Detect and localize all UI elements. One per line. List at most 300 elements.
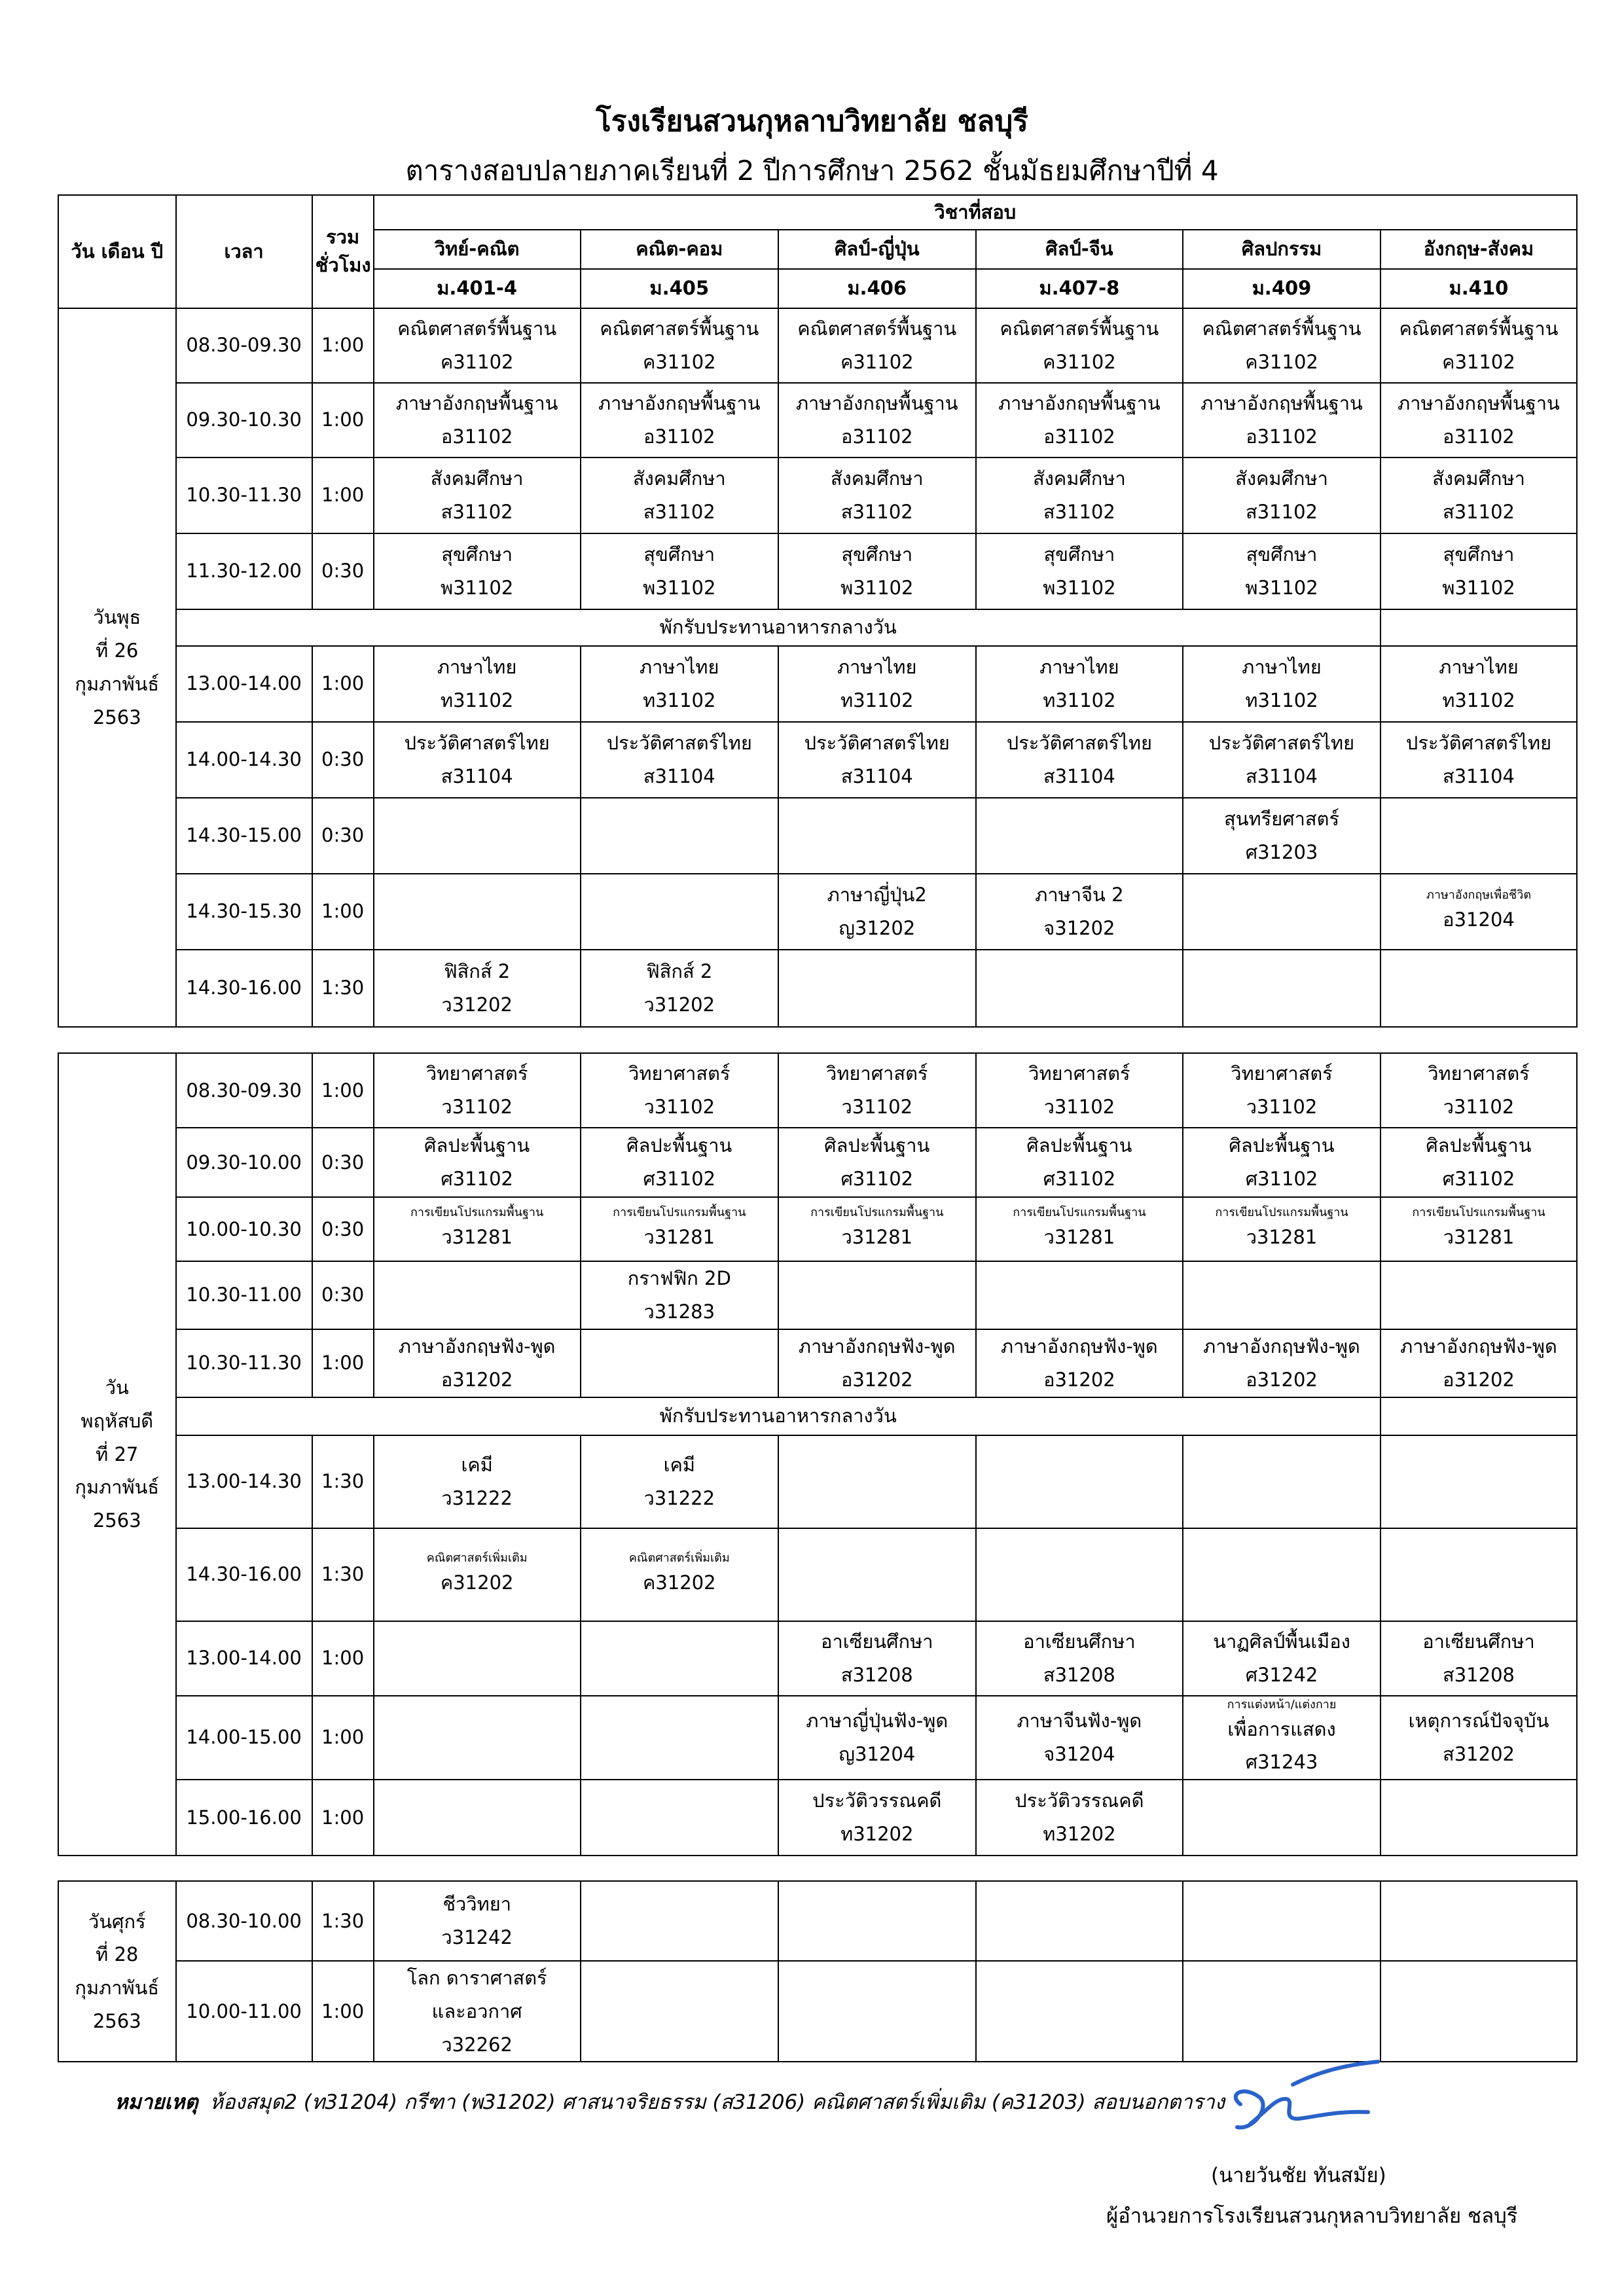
- program-rooms: ม.405: [581, 269, 778, 308]
- subject-name: อาเซียนศึกษา: [1023, 1630, 1136, 1653]
- subject-code: ส31208: [1443, 1663, 1515, 1686]
- subject-code: ว31202: [441, 993, 513, 1016]
- subject-code: ท31202: [840, 1823, 914, 1846]
- table-row: [58, 383, 1577, 457]
- subject-name: เหตุการณ์ปัจจุบัน: [1408, 1710, 1549, 1732]
- subject-name: ศิลปะพื้นฐาน: [424, 1134, 530, 1157]
- subject-name: การเขียนโปรแกรมพื้นฐาน: [613, 1206, 746, 1220]
- subject-name: สุขศึกษา: [1043, 543, 1115, 565]
- signer-position: ผู้อำนวยการโรงเรียนสวนกุหลาบวิทยาลัย ชลบุรี: [1106, 2204, 1518, 2228]
- subject-cell: [581, 1528, 778, 1621]
- table-row: [58, 1329, 1577, 1397]
- subject-code: พ31102: [1043, 576, 1116, 599]
- subject-name: ประวัติศาสตร์ไทย: [606, 732, 752, 754]
- subject-cell: [1183, 798, 1380, 874]
- table-row: [58, 722, 1577, 798]
- subject-name: ภาษาอังกฤษพื้นฐาน: [1398, 392, 1560, 414]
- subject-cell: [1380, 383, 1577, 457]
- subject-cell: [1380, 1961, 1577, 2062]
- subject-cell: [778, 722, 976, 798]
- subject-code: ว31202: [643, 993, 715, 1016]
- subject-cell: [374, 457, 581, 533]
- subject-name: สังคมศึกษา: [1235, 467, 1328, 490]
- subject-cell: [581, 874, 778, 950]
- subject-cell: [581, 1128, 778, 1197]
- subject-cell: [1380, 308, 1577, 383]
- subject-cell: [1183, 1128, 1380, 1197]
- subject-cell: [1380, 1881, 1577, 1961]
- subject-cell: [581, 1780, 778, 1856]
- subject-code: ว31102: [441, 1096, 513, 1118]
- subject-cell: [374, 1329, 581, 1397]
- subject-cell: [1380, 646, 1577, 722]
- exam-time: 14.30-16.00: [176, 1528, 312, 1621]
- subject-code: อ31102: [1043, 425, 1115, 448]
- subject-name: วิทยาศาสตร์: [1428, 1062, 1530, 1085]
- subject-code: ศ31102: [1043, 1168, 1116, 1190]
- subject-name: ประวัติวรรณคดี: [812, 1789, 942, 1812]
- table-row: [58, 646, 1577, 722]
- exam-time: 14.00-14.30: [176, 722, 312, 798]
- subject-cell: [374, 1780, 581, 1856]
- subject-cell: [976, 1261, 1183, 1329]
- subject-cell: [1183, 1621, 1380, 1696]
- program-rooms: ม.409: [1183, 269, 1380, 308]
- subject-code: พ31102: [1245, 576, 1318, 599]
- subject-cell: [976, 950, 1183, 1027]
- table-row: [58, 1621, 1577, 1696]
- subject-cell: [374, 1961, 581, 2062]
- subject-name: ประวัติศาสตร์ไทย: [1405, 732, 1552, 754]
- subject-code: อ31102: [441, 425, 513, 448]
- lunch-break: พักรับประทานอาหารกลางวัน: [176, 1397, 1380, 1435]
- lunch-break-row: [58, 1397, 1577, 1435]
- program-rooms: ม.401-4: [374, 269, 581, 308]
- footnote: [115, 2085, 1225, 2118]
- subject-cell: [778, 308, 976, 383]
- program-rooms: ม.406: [778, 269, 976, 308]
- subject-name: กราฟฟิก 2D: [627, 1267, 731, 1289]
- subject-code: อ31202: [1246, 1368, 1318, 1391]
- subject-name: วิทยาศาสตร์: [826, 1062, 928, 1085]
- exam-time: 15.00-16.00: [176, 1780, 312, 1856]
- subject-code: ว31102: [1443, 1096, 1515, 1118]
- program-name: คณิต-คอม: [581, 230, 778, 269]
- subject-code: ว31102: [841, 1096, 913, 1118]
- subject-cell: [1183, 1435, 1380, 1528]
- table-row: [58, 1261, 1577, 1329]
- subject-name: ประวัติวรรณคดี: [1015, 1789, 1144, 1812]
- exam-duration: 1:00: [312, 1053, 374, 1128]
- subject-code: ค31202: [440, 1571, 514, 1594]
- schedule-table-day-1: [58, 194, 1578, 1028]
- exam-time: 13.00-14.30: [176, 1435, 312, 1528]
- lunch-break-row: [58, 609, 1577, 646]
- table-row: [58, 1197, 1577, 1261]
- subject-code: ศ31242: [1245, 1663, 1318, 1686]
- subject-name: สุขศึกษา: [1443, 543, 1515, 565]
- header-row: [58, 195, 1577, 230]
- subject-cell: [976, 1528, 1183, 1621]
- subject-code: พ31102: [440, 576, 514, 599]
- program-name: อังกฤษ-สังคม: [1380, 230, 1577, 269]
- subject-cell: [581, 1197, 778, 1261]
- subject-code: ค31102: [642, 350, 716, 373]
- subject-code: ค31102: [1245, 350, 1318, 373]
- subject-code: ว31283: [643, 1300, 715, 1323]
- subject-code: ว31281: [841, 1226, 913, 1249]
- exam-duration: 1:30: [312, 1528, 374, 1621]
- subject-cell: [976, 383, 1183, 457]
- subject-code: อ31204: [1443, 908, 1515, 931]
- col-header-subjects: วิชาที่สอบ: [374, 195, 1577, 230]
- subject-code: ว31102: [1043, 1096, 1115, 1118]
- subject-name: สังคมศึกษา: [632, 467, 726, 490]
- subject-name: คณิตศาสตร์เพิ่มเติม: [628, 1551, 730, 1565]
- subject-cell: [778, 1696, 976, 1780]
- exam-time: 09.30-10.30: [176, 383, 312, 457]
- subject-name: ภาษาไทย: [1439, 656, 1519, 678]
- subject-code: อ31202: [1043, 1368, 1115, 1391]
- subject-code: ว31242: [441, 1926, 513, 1948]
- subject-cell: [1183, 1961, 1380, 2062]
- exam-duration: 1:00: [312, 1696, 374, 1780]
- subject-cell: [976, 722, 1183, 798]
- subject-cell: [581, 1621, 778, 1696]
- exam-time: 10.00-11.00: [176, 1961, 312, 2062]
- exam-duration: 1:30: [312, 1881, 374, 1961]
- subject-cell: [581, 533, 778, 609]
- subject-cell: [374, 1696, 581, 1780]
- table-row: [58, 457, 1577, 533]
- subject-name: เพื่อการแสดง: [1227, 1717, 1336, 1740]
- subject-name: ฟิสิกส์ 2: [646, 960, 713, 982]
- schedule-table-day-2: [58, 1052, 1578, 1856]
- subject-code: อ31102: [1443, 425, 1515, 448]
- subject-code: ศ31243: [1245, 1751, 1318, 1774]
- subject-name: ศิลปะพื้นฐาน: [1026, 1134, 1132, 1157]
- exam-duration: 1:00: [312, 457, 374, 533]
- subject-name: ภาษาอังกฤษฟัง-พูด: [398, 1335, 556, 1357]
- subject-name: วิทยาศาสตร์: [1028, 1062, 1130, 1085]
- subject-cell: [1380, 1621, 1577, 1696]
- subject-name: ภาษาอังกฤษฟัง-พูด: [798, 1335, 956, 1357]
- subject-cell: [581, 1435, 778, 1528]
- subject-code: อ31102: [1246, 425, 1318, 448]
- subject-name: คณิตศาสตร์พื้นฐาน: [397, 317, 557, 340]
- subject-code: ส31104: [1043, 764, 1115, 787]
- subject-code: ท31102: [440, 689, 514, 711]
- subject-name: ภาษาจีน 2: [1035, 884, 1124, 906]
- subject-cell: [1380, 1696, 1577, 1780]
- table-row: [58, 950, 1577, 1027]
- subject-cell: [1380, 1528, 1577, 1621]
- exam-date: วันศุกร์ ที่ 28 กุมภาพันธ์ 2563: [58, 1881, 176, 2062]
- subject-cell: [581, 1881, 778, 1961]
- subject-cell: [1183, 722, 1380, 798]
- subject-cell: [778, 1435, 976, 1528]
- subject-code: อ31102: [643, 425, 715, 448]
- subject-name: ภาษาอังกฤษฟัง-พูด: [1001, 1335, 1158, 1357]
- subject-code: ศ31102: [1442, 1168, 1515, 1190]
- school-title: โรงเรียนสวนกุหลาบวิทยาลัย ชลบุรี: [596, 105, 1028, 138]
- exam-duration: 1:00: [312, 1621, 374, 1696]
- subject-cell: [778, 383, 976, 457]
- subject-cell: [374, 798, 581, 874]
- subject-cell: [581, 722, 778, 798]
- subject-code: พ31102: [1442, 576, 1515, 599]
- subject-cell: [778, 1528, 976, 1621]
- subject-name: สังคมศึกษา: [430, 467, 524, 490]
- subject-cell: [1380, 874, 1577, 950]
- exam-date: วัน พฤหัสบดี ที่ 27 กุมภาพันธ์ 2563: [58, 1053, 176, 1856]
- subject-cell: [778, 1261, 976, 1329]
- subject-cell: [374, 1435, 581, 1528]
- subject-cell: [778, 1621, 976, 1696]
- exam-time: 08.30-09.30: [176, 1053, 312, 1128]
- subject-cell: [1380, 1053, 1577, 1128]
- subject-code: ส31104: [643, 764, 715, 787]
- subject-cell: [976, 457, 1183, 533]
- subject-cell: [976, 1329, 1183, 1397]
- subject-cell: [976, 1053, 1183, 1128]
- table-row: [58, 1881, 1577, 1961]
- subject-name: คณิตศาสตร์เพิ่มเติม: [426, 1551, 528, 1565]
- subject-code: ค31102: [840, 350, 914, 373]
- subject-name: สังคมศึกษา: [1432, 467, 1525, 490]
- exam-duration: 0:30: [312, 798, 374, 874]
- table-row: [58, 1696, 1577, 1780]
- subject-code: พ31102: [840, 576, 914, 599]
- subject-name: ภาษาอังกฤษพื้นฐาน: [395, 392, 558, 414]
- subject-code: ศ31102: [643, 1168, 716, 1190]
- subject-code: จ31202: [1043, 916, 1115, 939]
- subject-code: ศ31203: [1245, 840, 1318, 863]
- subject-cell: [581, 1961, 778, 2062]
- subject-cell: [976, 1961, 1183, 2062]
- subject-cell: [1380, 950, 1577, 1027]
- subject-name: ภาษาอังกฤษฟัง-พูด: [1400, 1335, 1557, 1357]
- exam-time: 09.30-10.00: [176, 1128, 312, 1197]
- subject-name: ประวัติศาสตร์ไทย: [1208, 732, 1355, 754]
- subject-cell: [976, 1696, 1183, 1780]
- subject-cell: [374, 1197, 581, 1261]
- subject-name: ศิลปะพื้นฐาน: [1426, 1134, 1532, 1157]
- subject-name: คณิตศาสตร์พื้นฐาน: [1399, 317, 1559, 340]
- table-row: [58, 1435, 1577, 1528]
- exam-duration: 1:00: [312, 646, 374, 722]
- subject-code: ค31102: [1043, 350, 1116, 373]
- program-name: วิทย์-คณิต: [374, 230, 581, 269]
- subject-cell: [581, 798, 778, 874]
- subject-cell: [976, 798, 1183, 874]
- subject-code: อ31102: [840, 425, 913, 448]
- exam-time: 10.30-11.30: [176, 457, 312, 533]
- subject-cell: [778, 798, 976, 874]
- subject-name: ภาษาจีนฟัง-พูด: [1017, 1710, 1142, 1732]
- subject-code: ญ31202: [839, 916, 916, 939]
- director-signature: [1214, 2058, 1384, 2144]
- subject-cell: [1183, 1053, 1380, 1128]
- subject-cell: [976, 1197, 1183, 1261]
- subject-code: ว31281: [441, 1226, 513, 1249]
- subject-code: ส31102: [1043, 500, 1115, 523]
- subject-cell: [778, 874, 976, 950]
- subject-code: ว31281: [643, 1226, 715, 1249]
- subject-code: ส31102: [1443, 500, 1515, 523]
- subject-cell: [1183, 1261, 1380, 1329]
- subject-cell: [581, 457, 778, 533]
- subject-cell: [778, 533, 976, 609]
- exam-time: 10.30-11.00: [176, 1261, 312, 1329]
- subject-name: ฟิสิกส์ 2: [444, 960, 511, 982]
- exam-duration: 0:30: [312, 533, 374, 609]
- subject-cell: [374, 1621, 581, 1696]
- subject-cell: [1183, 1696, 1380, 1780]
- exam-duration: 1:00: [312, 874, 374, 950]
- subject-name: ภาษาอังกฤษพื้นฐาน: [598, 392, 761, 414]
- subject-cell: [1380, 1435, 1577, 1528]
- subject-cell: [976, 1621, 1183, 1696]
- subject-cell: [1380, 533, 1577, 609]
- subject-cell: [778, 1881, 976, 1961]
- subject-code: ศ31102: [840, 1168, 914, 1190]
- subject-name: การเขียนโปรแกรมพื้นฐาน: [1013, 1206, 1146, 1220]
- col-header-hours: รวม ชั่วโมง: [312, 195, 374, 308]
- subject-code: จ31204: [1043, 1742, 1115, 1765]
- exam-date: วันพุธ ที่ 26 กุมภาพันธ์ 2563: [58, 308, 176, 1027]
- subject-name: ภาษาไทย: [1039, 656, 1119, 678]
- exam-time: 08.30-10.00: [176, 1881, 312, 1961]
- subject-cell: [778, 1961, 976, 2062]
- subject-name: การเขียนโปรแกรมพื้นฐาน: [1412, 1206, 1545, 1220]
- subject-cell: [1183, 533, 1380, 609]
- subject-name: ภาษาญี่ปุ่น2: [827, 884, 927, 906]
- subject-name: สังคมศึกษา: [830, 467, 924, 490]
- subject-name: ภาษาไทย: [1242, 656, 1322, 678]
- subject-cell: [1380, 722, 1577, 798]
- exam-time: 13.00-14.00: [176, 1621, 312, 1696]
- subject-name: วิทยาศาสตร์: [628, 1062, 731, 1085]
- exam-duration: 1:00: [312, 1961, 374, 2062]
- subject-cell: [374, 722, 581, 798]
- subject-name: คณิตศาสตร์พื้นฐาน: [600, 317, 759, 340]
- exam-time: 11.30-12.00: [176, 533, 312, 609]
- subject-code: ส31104: [1246, 764, 1318, 787]
- subject-name: อาเซียนศึกษา: [821, 1630, 933, 1653]
- subject-name: สุขศึกษา: [1246, 543, 1318, 565]
- subject-name: ประวัติศาสตร์ไทย: [404, 732, 550, 754]
- subject-cell: [1380, 1128, 1577, 1197]
- subject-code: ส31208: [840, 1663, 913, 1686]
- subject-cell: [581, 950, 778, 1027]
- subject-cell: [1183, 1197, 1380, 1261]
- subject-code: ท31102: [840, 689, 914, 711]
- subject-code: อ31202: [441, 1368, 513, 1391]
- subject-code: ค31102: [1442, 350, 1515, 373]
- subject-name: ภาษาอังกฤษพื้นฐาน: [795, 392, 958, 414]
- subject-cell: [1380, 1197, 1577, 1261]
- exam-time: 14.30-15.00: [176, 798, 312, 874]
- subject-code: อ31202: [840, 1368, 913, 1391]
- empty-cell: [1380, 1397, 1577, 1435]
- subject-name: สังคมศึกษา: [1033, 467, 1126, 490]
- table-row: [58, 533, 1577, 609]
- subject-cell: [1380, 457, 1577, 533]
- program-rooms: ม.407-8: [976, 269, 1183, 308]
- subject-name: และอวกาศ: [431, 2000, 522, 2022]
- table-row: [58, 308, 1577, 383]
- subject-name: คณิตศาสตร์พื้นฐาน: [1202, 317, 1362, 340]
- subject-code: ท31102: [1442, 689, 1515, 711]
- subject-code: ส31104: [840, 764, 913, 787]
- subject-name: ภาษาอังกฤษฟัง-พูด: [1203, 1335, 1360, 1357]
- subject-cell: [778, 1329, 976, 1397]
- subject-cell: [1183, 383, 1380, 457]
- exam-time: 14.00-15.00: [176, 1696, 312, 1780]
- subject-cell: [976, 1128, 1183, 1197]
- subject-cell: [581, 646, 778, 722]
- exam-duration: 1:00: [312, 1780, 374, 1856]
- subject-name: ภาษาญี่ปุ่นฟัง-พูด: [806, 1710, 948, 1732]
- note-label: หมายเหตุ: [115, 2090, 198, 2114]
- subject-name: ภาษาไทย: [640, 656, 719, 678]
- subject-cell: [581, 1696, 778, 1780]
- exam-time: 08.30-09.30: [176, 308, 312, 383]
- exam-duration: 1:00: [312, 1329, 374, 1397]
- exam-duration: 0:30: [312, 1261, 374, 1329]
- subject-cell: [374, 1881, 581, 1961]
- subject-name: ศิลปะพื้นฐาน: [824, 1134, 930, 1157]
- subject-code: ท31102: [1043, 689, 1116, 711]
- subject-name: ประวัติศาสตร์ไทย: [1006, 732, 1152, 754]
- subject-code: ส31104: [441, 764, 513, 787]
- subject-cell: [1183, 646, 1380, 722]
- subject-cell: [374, 1053, 581, 1128]
- subject-code: ค31102: [440, 350, 514, 373]
- subject-code: ค31202: [642, 1571, 716, 1594]
- subject-cell: [581, 308, 778, 383]
- exam-duration: 1:00: [312, 383, 374, 457]
- subject-cell: [976, 1881, 1183, 1961]
- subject-name: คณิตศาสตร์พื้นฐาน: [1000, 317, 1159, 340]
- subject-code: ว31102: [1246, 1096, 1318, 1118]
- subject-cell: [1183, 1528, 1380, 1621]
- col-header-time: เวลา: [176, 195, 312, 308]
- subject-cell: [778, 1053, 976, 1128]
- subject-code: อ31202: [1443, 1368, 1515, 1391]
- subject-cell: [374, 383, 581, 457]
- subject-name: สุขศึกษา: [643, 543, 715, 565]
- table-row: [58, 1528, 1577, 1621]
- exam-time: 10.30-11.30: [176, 1329, 312, 1397]
- subject-cell: [976, 533, 1183, 609]
- subject-code: ว32262: [441, 2033, 513, 2056]
- subject-code: ศ31102: [441, 1168, 513, 1190]
- subject-code: ท31202: [1043, 1823, 1116, 1846]
- subject-cell: [374, 950, 581, 1027]
- subject-cell: [778, 457, 976, 533]
- subject-name: การเขียนโปรแกรมพื้นฐาน: [1215, 1206, 1348, 1220]
- signer-name: (นายวันชัย ทันสมัย): [1211, 2164, 1386, 2187]
- note-text: ห้องสมุด2 (ท31204) กรีฑา (พ31202) ศาสนาจริยธรรม (ส31206) คณิตศาสตร์เพิ่มเติม (ค31203) สอบนอกตาราง: [209, 2090, 1225, 2114]
- program-name: ศิลป์-จีน: [976, 230, 1183, 269]
- subject-cell: [374, 1528, 581, 1621]
- subject-name: วิทยาศาสตร์: [1231, 1062, 1333, 1085]
- subject-cell: [778, 950, 976, 1027]
- exam-duration: 1:00: [312, 308, 374, 383]
- subject-cell: [778, 1780, 976, 1856]
